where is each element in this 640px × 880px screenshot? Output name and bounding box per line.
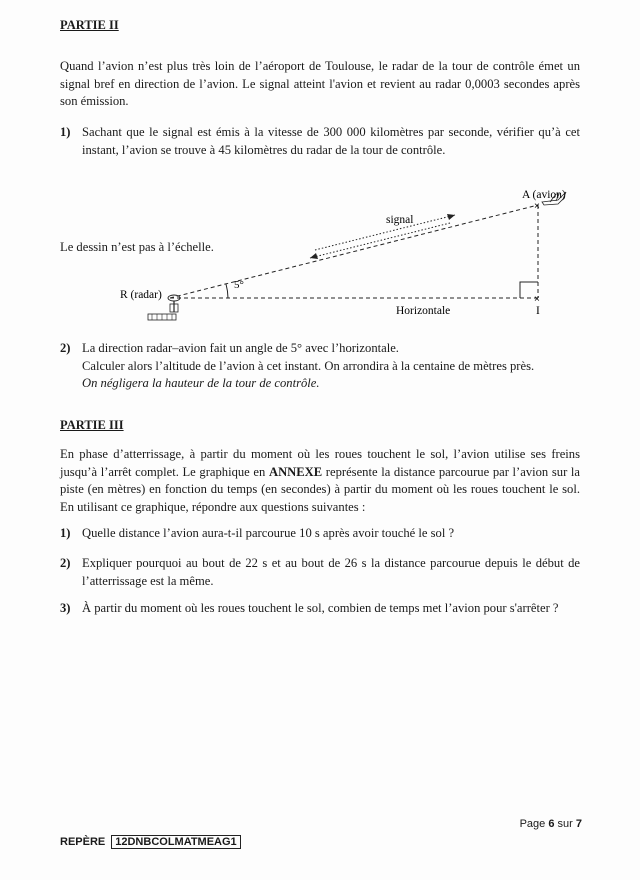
question-number: 2) (60, 341, 71, 355)
partie-2-question-2 (60, 340, 580, 393)
intro-text-start: En phase d’atterrissage, à partir du moment où les roues touchent le sol, l’avion utilise ses freins jusqu’à l’arrêt complet. Le graphique en (60, 447, 580, 479)
question-line-3: On négligera la hauteur de la tour de contrôle. (82, 376, 320, 390)
question-text: À partir du moment où les roues touchent le sol, combien de temps met l’avion pour s'arrêter ? (82, 601, 559, 615)
page-prefix: Page (519, 818, 546, 830)
plane-label: A (avion) (522, 189, 566, 201)
page-number (520, 818, 582, 830)
line-radar-plane (170, 205, 538, 298)
question-text: Sachant que le signal est émis à la vitesse de 300 000 kilomètres par seconde, vérifier qu’à cet instant, l’avion se trouve à 45 kilomètres du radar de la tour de contrôle. (82, 125, 580, 157)
signal-arrow-return (310, 223, 450, 258)
point-i-cross: × (534, 294, 540, 305)
intro-text-end: représente la distance parcourue par l’avion sur la piste (en mètres) en fonction du temps (en secondes) à partir du moment où les roues touchent le sol. En utilisant ce graphique, répondre aux questions suivantes : (60, 464, 581, 514)
page-separator: sur (557, 818, 573, 830)
partie-2-question-1 (60, 124, 580, 159)
angle-label: 5° (234, 279, 244, 291)
page-total: 7 (575, 818, 582, 830)
signal-arrow-outgoing (315, 215, 455, 250)
question-text: Expliquer pourquoi au bout de 22 s et au bout de 26 s la distance parcourue depuis le début de l’atterrissage est la même. (82, 556, 580, 588)
question-number: 1) (60, 526, 71, 540)
radar-label: R (radar) (120, 289, 162, 301)
horizontal-label: Horizontale (396, 305, 451, 317)
question-number: 3) (60, 601, 71, 615)
diagram-scale-note: Le dessin n’est pas à l’échelle. (60, 240, 214, 254)
question-number: 1) (60, 125, 71, 139)
repere-code: 12DNBCOLMATMEAG1 (111, 835, 240, 849)
angle-arc (226, 284, 228, 298)
arrowhead-icon (447, 214, 455, 220)
question-number: 2) (60, 556, 71, 570)
repere-label: REPÈRE (60, 836, 106, 848)
radar-plane-diagram (110, 180, 580, 330)
annexe-reference: ANNEXE (268, 464, 323, 479)
partie-2-intro: Quand l’avion n’est plus très loin de l’aéroport de Toulouse, le radar de la tour de contrôle émet un signal bref en direction de l’avion. Le signal atteint l'avion et revient au radar 0,0003 secondes après son émission. (60, 59, 580, 108)
repere-reference (60, 835, 241, 849)
partie-3-question-2 (60, 555, 580, 590)
partie-3-intro (60, 446, 580, 516)
point-a-cross: × (534, 201, 540, 212)
partie-3-question-3 (60, 600, 580, 618)
signal-label: signal (386, 214, 414, 226)
page-current: 6 (548, 818, 555, 830)
arrowhead-icon (310, 253, 318, 259)
question-line-2: Calculer alors l’altitude de l’avion à cet instant. On arrondira à la centaine de mètres près. (82, 358, 535, 373)
partie-2-title: PARTIE II (60, 18, 119, 32)
partie-3-question-1 (60, 525, 580, 543)
question-text: Quelle distance l’avion aura-t-il parcourue 10 s après avoir touché le sol ? (82, 526, 455, 540)
foot-label: I (536, 305, 540, 317)
question-line-1: La direction radar–avion fait un angle de 5° avec l’horizontale. (82, 341, 399, 355)
partie-3-title: PARTIE III (60, 418, 124, 432)
